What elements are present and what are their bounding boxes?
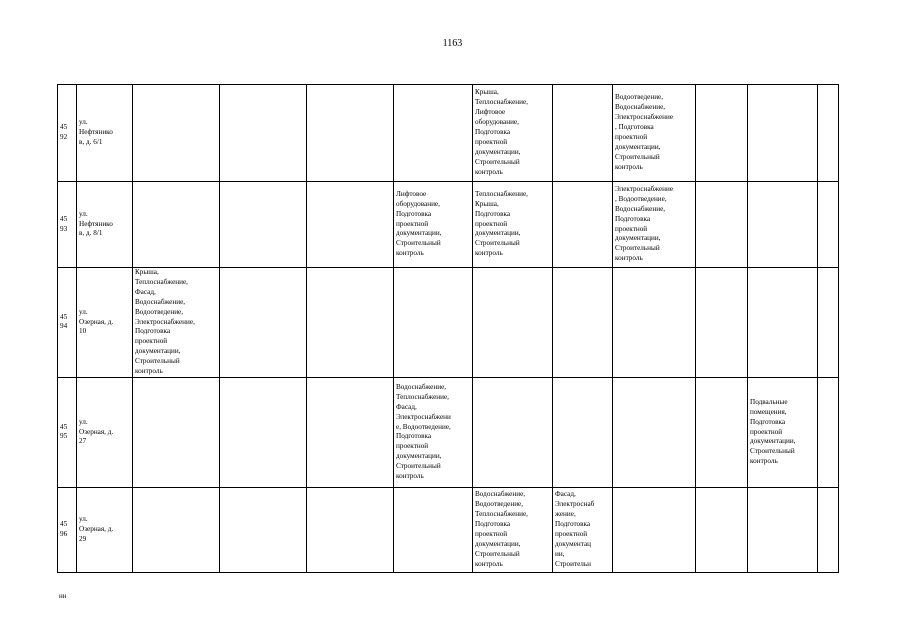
work-cell [818, 182, 839, 268]
work-cell [748, 85, 818, 182]
page-number: 1163 [442, 38, 463, 49]
work-cell [133, 182, 220, 268]
work-cell: Водоснабжение, Теплоснабжение, Фасад, Электроснабжени е, Водоотведение, Подготовка проектной документации, Строительный контроль [394, 377, 473, 487]
work-cell [553, 377, 613, 487]
work-cell [220, 85, 307, 182]
work-cell [307, 85, 394, 182]
table-row [58, 85, 839, 182]
work-cell [553, 182, 613, 268]
work-cell [307, 377, 394, 487]
row-number: 45 93 [58, 182, 77, 268]
work-cell [553, 268, 613, 378]
work-cell [307, 268, 394, 378]
address-cell: ул. Озерная, д. 29 [77, 487, 133, 572]
work-cell: Электроснабжение , Водоотведение, Водоснабжение, Подготовка проектной документации, Строительный контроль [613, 182, 696, 268]
table-row [58, 377, 839, 487]
work-cell [394, 268, 473, 378]
address-cell: ул. Озерная, д. 10 [77, 268, 133, 378]
work-cell [307, 182, 394, 268]
work-cell [748, 487, 818, 572]
work-cell [133, 85, 220, 182]
table-row [58, 268, 839, 378]
work-cell [553, 85, 613, 182]
work-cell [818, 85, 839, 182]
work-cell [696, 487, 748, 572]
work-cell [696, 268, 748, 378]
address-cell: ул. Нефтянико в, д. 6/1 [77, 85, 133, 182]
work-cell [748, 268, 818, 378]
work-cell [696, 377, 748, 487]
work-cell [133, 487, 220, 572]
work-cell [220, 377, 307, 487]
work-cell: Водоснабжение, Водоотведение, Теплоснабжение, Подготовка проектной документации, Строительный контроль [473, 487, 553, 572]
work-cell: Фасад, Электроснаб жение, Подготовка проектной документац ии, Строительн [553, 487, 613, 572]
row-number: 45 94 [58, 268, 77, 378]
work-cell [307, 487, 394, 572]
address-cell: ул. Озерная, д. 27 [77, 377, 133, 487]
row-number: 45 92 [58, 85, 77, 182]
work-cell [613, 487, 696, 572]
work-cell: Лифтовое оборудование, Подготовка проектной документации, Строительный контроль [394, 182, 473, 268]
work-cell: Крыша, Теплоснабжение, Лифтовое оборудование, Подготовка проектной документации, Строительный контроль [473, 85, 553, 182]
row-number: 45 95 [58, 377, 77, 487]
work-cell [696, 85, 748, 182]
work-cell: Теплоснабжение, Крыша, Подготовка проектной документации, Строительный контроль [473, 182, 553, 268]
table-row [58, 182, 839, 268]
work-cell [696, 182, 748, 268]
work-cell [818, 377, 839, 487]
work-cell: Крыша, Теплоснабжение, Фасад, Водоснабжение, Водоотведение, Электроснабжение, Подготовка проектной документации, Строительный контроль [133, 268, 220, 378]
work-cell: Водоотведение, Водоснабжение, Электроснабжение , Подготовка проектной документации, Строительный контроль [613, 85, 696, 182]
row-number: 45 96 [58, 487, 77, 572]
work-cell [220, 182, 307, 268]
address-cell: ул. Нефтянико в, д. 8/1 [77, 182, 133, 268]
work-cell [394, 85, 473, 182]
work-cell [473, 377, 553, 487]
work-cell: Подвальные помещения, Подготовка проектной документации, Строительный контроль [748, 377, 818, 487]
work-cell [220, 268, 307, 378]
work-cell [613, 268, 696, 378]
work-cell [748, 182, 818, 268]
table-row [58, 487, 839, 572]
capital-repair-table [57, 84, 839, 573]
footer-mark: нн [59, 592, 67, 600]
work-cell [394, 487, 473, 572]
work-cell [133, 377, 220, 487]
work-cell [818, 487, 839, 572]
work-cell [473, 268, 553, 378]
work-cell [818, 268, 839, 378]
work-cell [220, 487, 307, 572]
work-cell [613, 377, 696, 487]
